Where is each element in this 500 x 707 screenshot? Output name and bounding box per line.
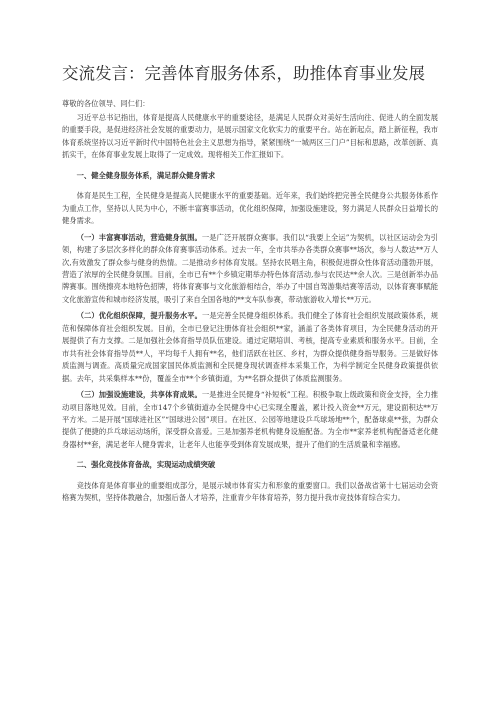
section-1-item-3 — [62, 389, 438, 451]
document-body — [62, 112, 438, 505]
item-1-lead: （一）丰富赛事活动，营造健身氛围。 — [76, 232, 202, 242]
section-1-item-1 — [62, 232, 438, 307]
item-2-lead: （二）优化组织保障，提升服务水平。 — [76, 311, 203, 321]
section-1-intro: 体育是民生工程，全民健身是提高人民健康水平的重要基础。近年来，我们始终把完善全民健身公共服务体系作为重点工作，坚持以人民为中心，不断丰富赛事活动，优化组织保障，加强设施建设，努力满足人民群众日益增长的健身需求。 — [62, 191, 438, 226]
section-1-item-2 — [62, 310, 438, 385]
section-2-intro: 竞技体育是体育事业的重要组成部分，是展示城市体育实力和形象的重要窗口。我们以备战省第十七届运动会资格赛为契机，坚持体教融合，加强后备人才培养，注重青少年体育培养，努力提升我市竞技体育综合实力。 — [62, 480, 438, 503]
item-3-lead: （三）加强设施建设，共享体育成果。 — [76, 390, 202, 400]
section-heading-1: 一、健全健身服务体系，满足群众健身需求 — [76, 170, 216, 180]
item-3-body: 一是推进全民健身“补短板”工程。积极争取上级政策和资金支持，全力推动项目落地见效。目前，全市147个乡镇街道办全民健身中心已实现全覆盖，累计投入资金**万元，建设面积达**万平方米。二是开展“国球进社区”“国球进公园”项目。在社区、公园等地建设乒乓球场地**个，配备球桌**张，为群众提供了便捷的乒乓球运动场所，深受群众喜爱。三是加强养老机构健身设施配备。为全市**家养老机构配备适老化健身器材**套，满足老年人健身需求，让老年人也能享受到体育发展成果，提升了他们的生活质量和幸福感。 — [62, 390, 438, 449]
intro-paragraph: 习近平总书记指出，体育是提高人民健康水平的重要途径，是满足人民群众对美好生活向往、促进人的全面发展的重要手段，是促进经济社会发展的重要动力，是展示国家文化软实力的重要平台。站在新起点，踏上新征程，我市体育系统坚持以习近平新时代中国特色社会主义思想为指导，紧紧围绕“一城两区三门户”目标和思路，改革创新、真抓实干，在体育事业发展上取得了一定成效。现将相关工作汇报如下。 — [62, 113, 438, 160]
document-title: 交流发言：完善体育服务体系，助推体育事业发展 — [62, 64, 425, 83]
item-1-body: 一是广泛开展群众赛事。我们以“我要上全运”为契机，以社区运动会为引领，构建了多层次多样化的群众体育赛事活动体系。过去一年，全市共举办各类群众赛事**场次，参与人数达**万人次,有效激发了群众参与健身的热情。二是推动乡村体育发展。坚持农民唱主角，积极促进群众性体育活动蓬勃开展，营造了浓厚的全民健身氛围。目前，全市已有**个乡镇定期举办特色体育活动,参与农民达**余人次。三是创新举办品牌赛事。围绕擦亮本地特色招牌，将体育赛事与文化旅游相结合，举办了中国自驾游集结赛等活动，以体育赛事赋能文化旅游宣传和城市经济发展，吸引了来自全国各地的**支车队参赛，带动旅游收入增长**万元。 — [62, 232, 438, 304]
item-2-body: 一是完善全民健身组织体系。我们健全了体育社会组织发展政策体系，规范和保障体育社会组织发展。目前，全市已登记注册体育社会组织**家，涵盖了各类体育项目，为全民健身活动的开展提供了有力支撑。二是加强社会体育指导员队伍建设。通过定期培训、考核，提高专业素质和服务水平。目前，全市共有社会体育指导员**人，平均每千人拥有**名，他们活跃在社区、乡村，为群众提供健身指导服务。三是做好体质监测与调查。高质量完成国家国民体质监测和全民健身现状调查样本采集工作，为科学制定全民健身政策提供依据。去年，共采集样本**份，覆盖全市**个乡镇街道，为**名群众提供了体质监测服务。 — [62, 311, 439, 383]
greeting: 尊敬的各位领导、同仁们： — [62, 99, 150, 108]
section-heading-2: 二、强化竞技体育备战，实现运动成绩突破 — [76, 460, 216, 470]
